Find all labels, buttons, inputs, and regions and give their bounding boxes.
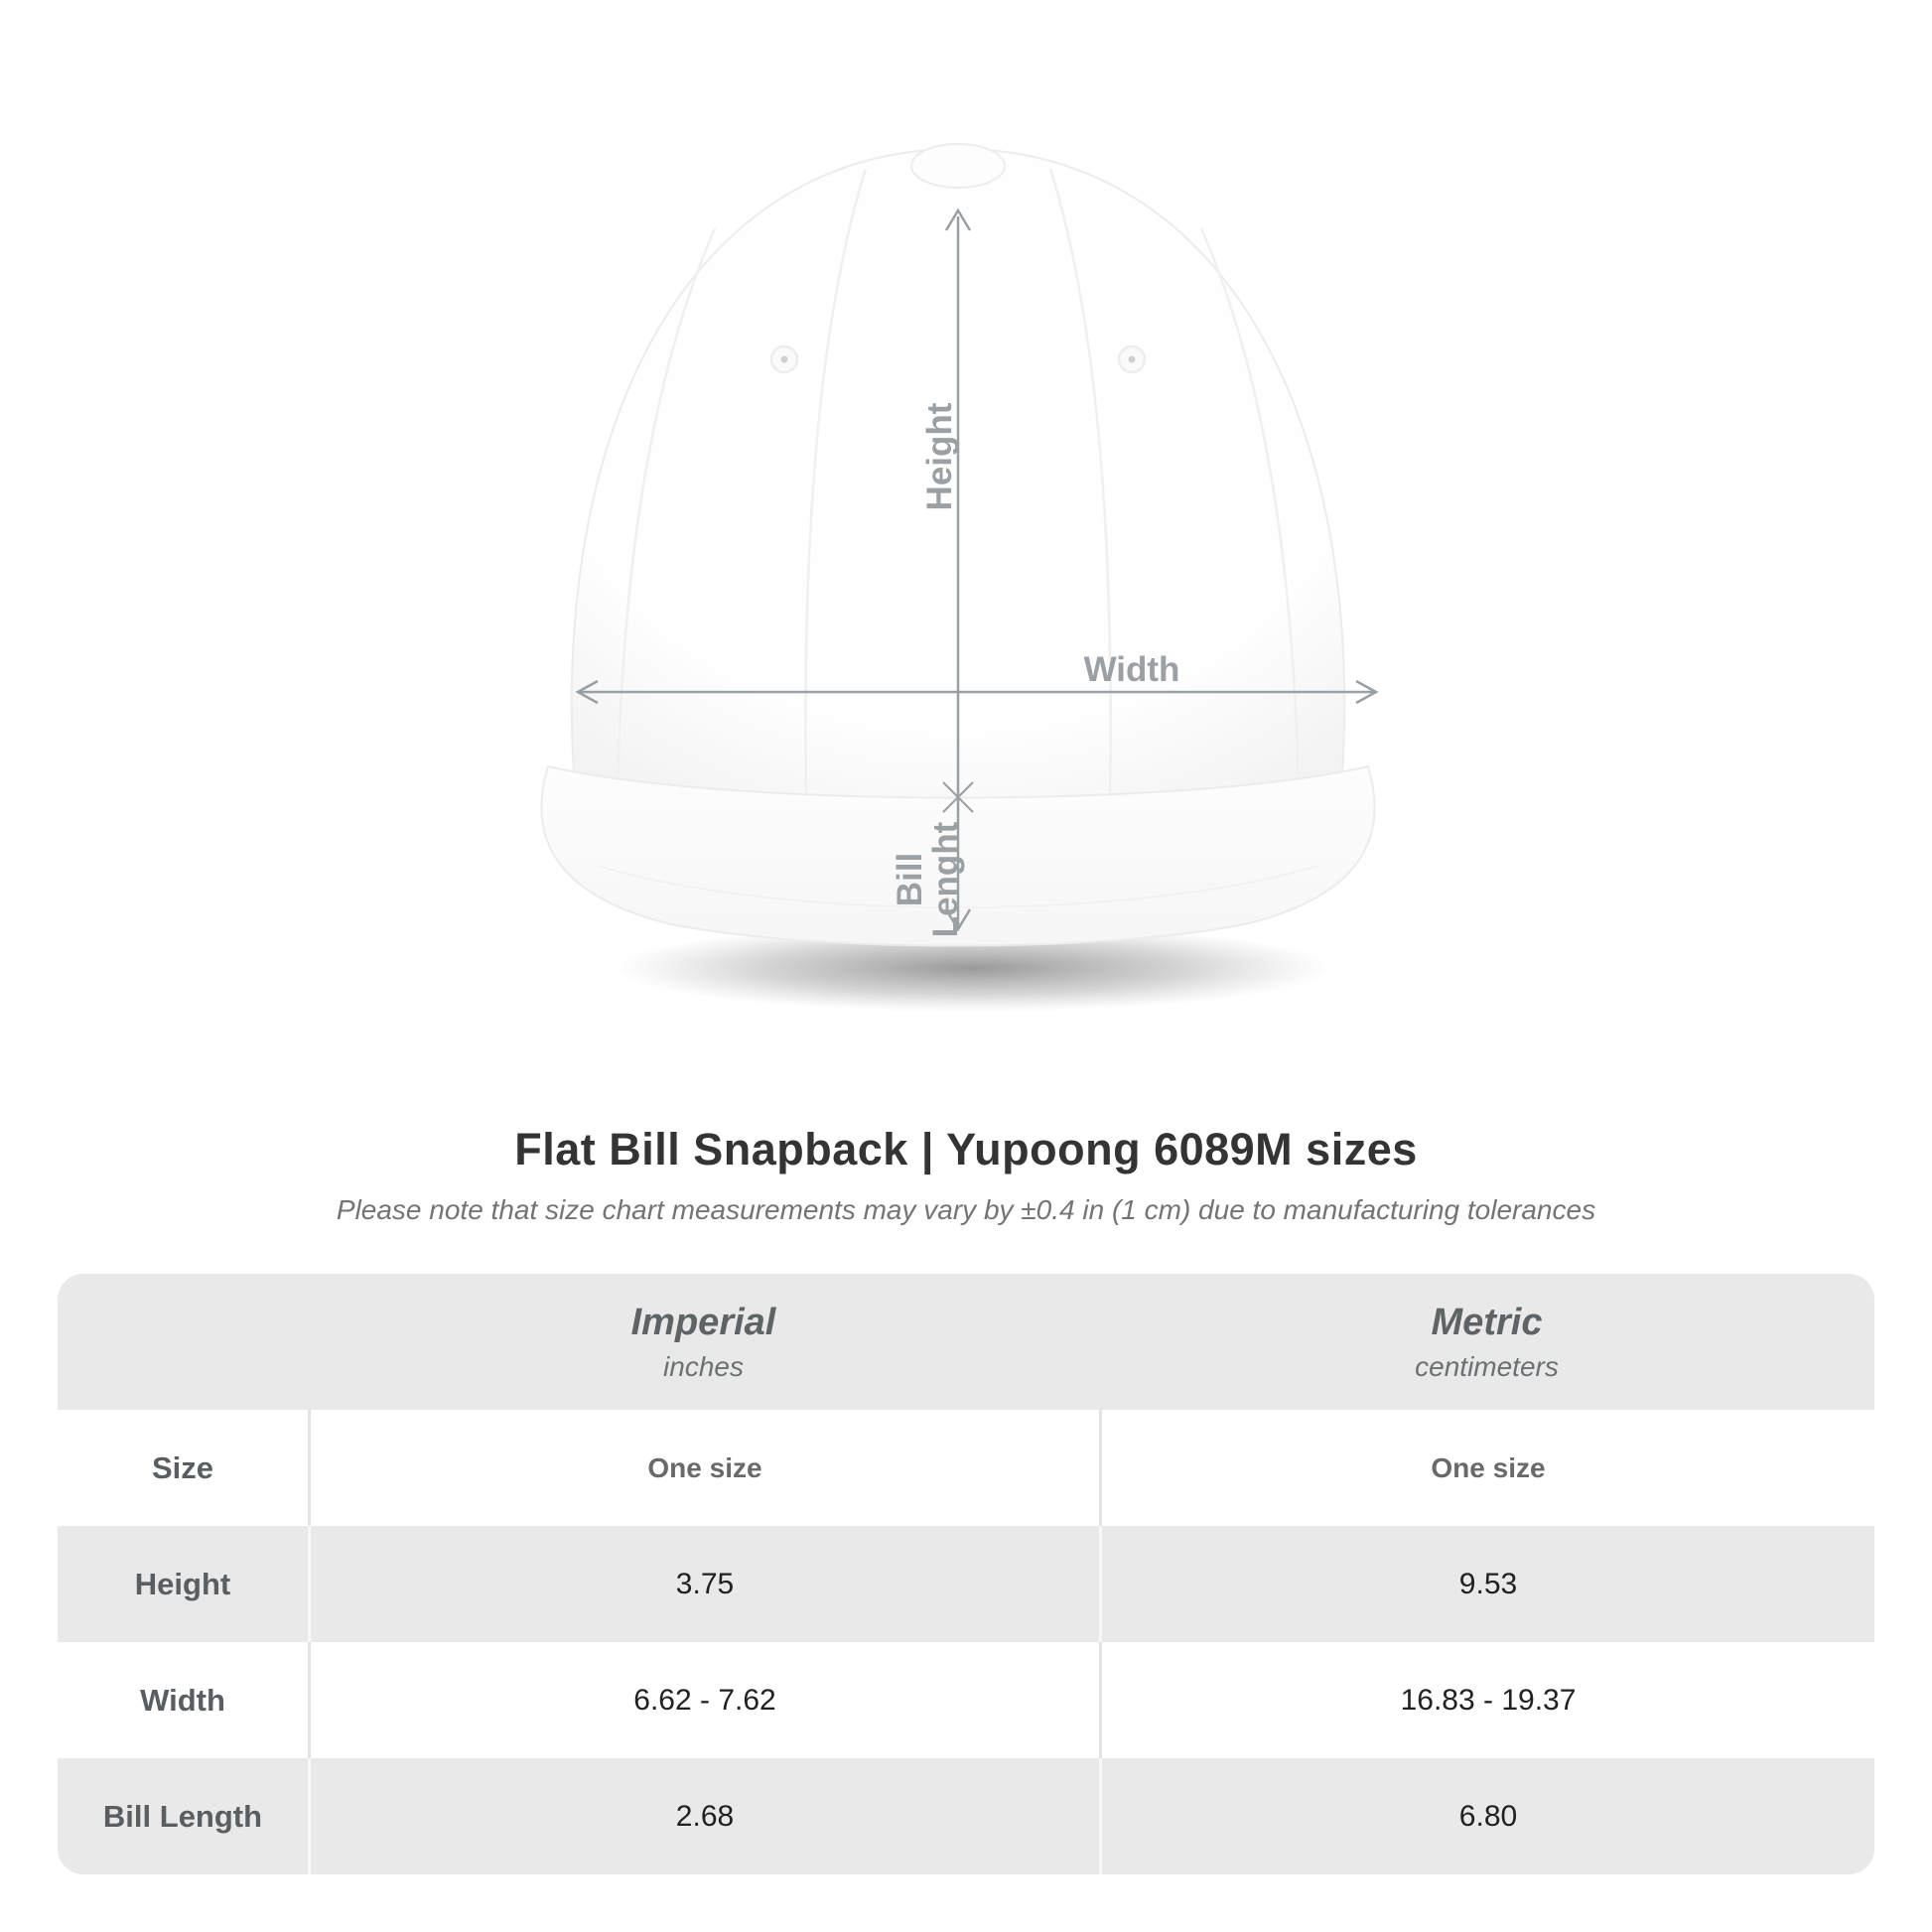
hat-top-button: [911, 144, 1005, 188]
row-label: Width: [140, 1682, 225, 1718]
table-row-size: [58, 1410, 1874, 1526]
row-label: Bill Length: [102, 1798, 263, 1834]
table-row-width: [58, 1642, 1874, 1758]
header-metric-cell: [1099, 1302, 1874, 1383]
row-label: Size: [151, 1449, 214, 1485]
imperial-value: 6.62 - 7.62: [308, 1642, 1099, 1758]
metric-column-unit: centimeters: [1415, 1350, 1559, 1382]
tolerance-note: Please note that size chart measurements may vary by ±0.4 in (1 cm) due to manufacturing tolerances: [336, 1194, 1596, 1225]
table-header-row: [58, 1274, 1874, 1410]
bill-length-dimension-label-line2: Lenght: [926, 821, 965, 938]
metric-value: 16.83 - 19.37: [1099, 1642, 1874, 1758]
table-row-height: [58, 1526, 1874, 1642]
eyelet-left-icon: [771, 346, 797, 372]
metric-value: One size: [1099, 1410, 1874, 1526]
eyelet-right-icon: [1119, 346, 1145, 372]
size-table: [58, 1274, 1874, 1874]
height-dimension-label: Height: [920, 402, 959, 511]
table-row-bill-length: [58, 1758, 1874, 1874]
row-label: Height: [134, 1566, 231, 1601]
metric-value: 6.80: [1099, 1758, 1874, 1874]
imperial-value: 2.68: [308, 1758, 1099, 1874]
page-title: Flat Bill Snapback | Yupoong 6089M sizes: [514, 1124, 1418, 1174]
metric-value: 9.53: [1099, 1526, 1874, 1642]
imperial-column-unit: inches: [663, 1350, 744, 1382]
imperial-column-title: Imperial: [630, 1301, 776, 1343]
title-block: [0, 1126, 1932, 1225]
imperial-value: One size: [308, 1410, 1099, 1526]
width-dimension-label: Width: [1083, 650, 1180, 689]
imperial-value: 3.75: [308, 1526, 1099, 1642]
header-imperial-cell: [308, 1302, 1099, 1383]
bill-length-dimension-label-line1: Bill: [891, 852, 929, 907]
metric-column-title: Metric: [1431, 1301, 1543, 1343]
